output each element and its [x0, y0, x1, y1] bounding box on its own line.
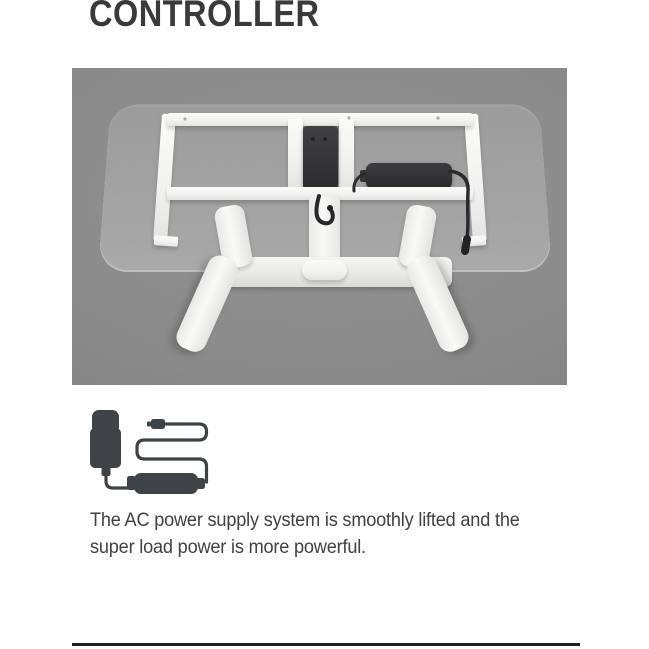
section-divider [72, 643, 580, 646]
product-photo [72, 68, 567, 385]
dc-plug [151, 419, 165, 429]
column-joint [302, 260, 347, 280]
caption-line-2: super load power is more powerful. [90, 536, 366, 558]
frame-side-rail-right-foot [462, 235, 487, 247]
section-title: CONTROLLER [89, 0, 320, 34]
frame-center-post-left [288, 118, 303, 190]
controller-box [303, 126, 338, 189]
brick-right-nub [196, 478, 205, 489]
caption-line-1: The AC power supply system is smoothly lifted and the [90, 509, 520, 531]
handset-cord [106, 476, 129, 488]
frame-top-rail [167, 113, 473, 126]
dc-plug-tip [147, 422, 151, 427]
power-brick [134, 473, 198, 494]
frame-center-post-right [339, 118, 354, 190]
caption-text [90, 507, 574, 561]
power-supply-brick [366, 163, 452, 189]
handset-body [90, 428, 121, 468]
frame-side-rail-left-foot [154, 235, 179, 247]
ac-power-adapter-icon [80, 400, 230, 507]
